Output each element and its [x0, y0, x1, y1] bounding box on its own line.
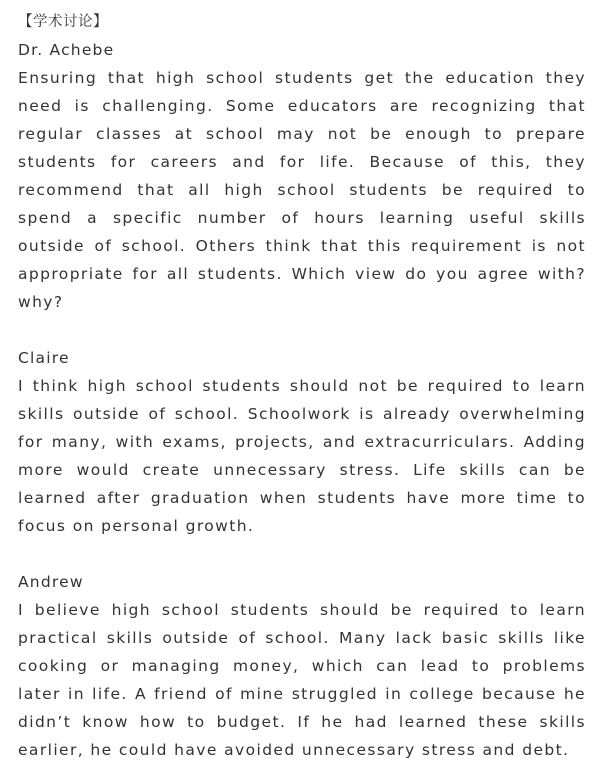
spacer — [18, 316, 586, 344]
post-student-2 — [18, 568, 586, 764]
post-professor — [18, 36, 586, 316]
discussion-document — [18, 8, 586, 764]
post-text: I believe high school students should be required to learn practical skills outside of school. Many lack basic skills like cooking or managing money, which can lead to problems later in life. A friend of mine struggled in college because he didn’t know how to budget. If he had learned these skills earlier, he could have avoided unnecessary stress and debt. — [18, 601, 586, 759]
speaker-name: Andrew — [18, 573, 84, 591]
speaker-name: Claire — [18, 349, 70, 367]
section-heading: 【学术讨论】 — [18, 14, 108, 30]
post-text: Ensuring that high school students get the education they need is challenging. Some educators are recognizing that regular classes at school may not be enough to prepare students for careers and for life. Because of this, they recommend that all high school students be required to spend a specific number of hours learning useful skills outside of school. Others think that this requirement is not appropriate for all students. Which view do you agree with? why? — [18, 69, 586, 311]
speaker-name: Dr. Achebe — [18, 41, 115, 59]
post-text: I think high school students should not be required to learn skills outside of school. Schoolwork is already overwhelming for many, with exams, projects, and extracurriculars. Adding more would create unnecessary stress. Life skills can be learned after graduation when students have more time to focus on personal growth. — [18, 377, 586, 535]
post-student-1 — [18, 344, 586, 540]
spacer — [18, 540, 586, 568]
